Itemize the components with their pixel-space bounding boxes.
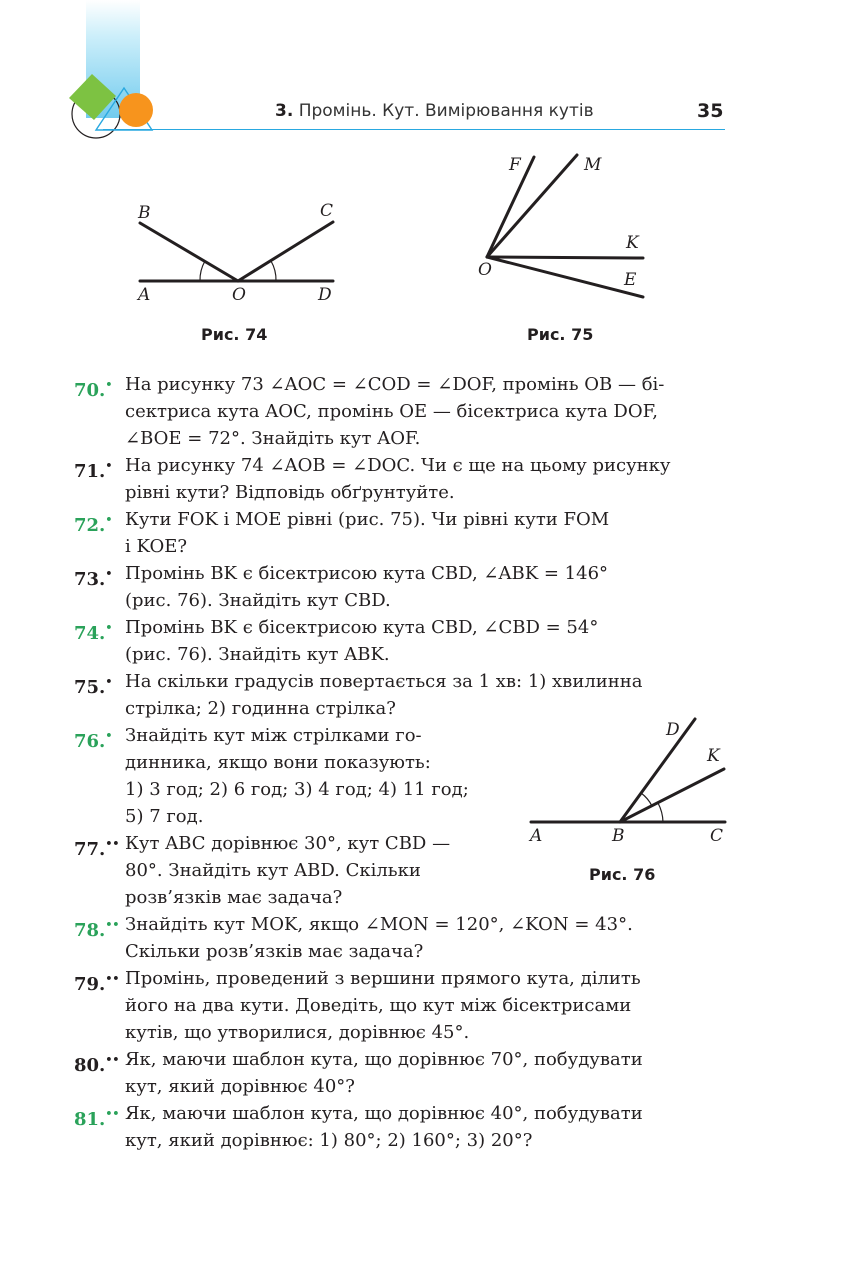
problem-number: 73.• xyxy=(74,567,113,590)
fig76-label-A: A xyxy=(530,826,543,846)
fig75-ray-OK xyxy=(487,257,643,258)
problem-76 xyxy=(74,722,502,830)
problem-number: 76.• xyxy=(74,729,113,752)
fig76-caption: Рис. 76 xyxy=(589,865,656,884)
fig76-label-B: B xyxy=(612,826,625,846)
problem-number: 72.• xyxy=(74,513,113,536)
fig74-label-O: O xyxy=(232,285,246,305)
fig76-label-K: K xyxy=(707,746,720,766)
problem-number: 70.• xyxy=(74,378,113,401)
fig76-label-D: D xyxy=(666,720,680,740)
fig76-angle-arc-KBC xyxy=(658,803,663,822)
problem-number: 81.•• xyxy=(74,1107,120,1130)
fig75-label-O: O xyxy=(478,260,492,280)
problem-number: 79.•• xyxy=(74,972,120,995)
problem-text: Кут ABC дорівнює 30°, кут CBD — 80°. Знайдіть кут ABD. Скільки розв’язків має задача? xyxy=(125,833,451,908)
problem-77 xyxy=(74,830,502,911)
page-number: 35 xyxy=(697,100,724,122)
problem-74 xyxy=(74,614,725,668)
problem-70 xyxy=(74,371,725,452)
problem-78 xyxy=(74,911,725,965)
fig74-angle-arc-DOC xyxy=(271,261,276,281)
fig76-angle-arc-DBK xyxy=(641,793,652,806)
problem-text: На скільки градусів повертається за 1 хв: 1) хвилинна стрілка; 2) годинна стрілка? xyxy=(125,671,643,719)
problem-75 xyxy=(74,668,725,722)
fig74-label-D: D xyxy=(318,285,332,305)
problem-number: 74.• xyxy=(74,621,113,644)
problem-72 xyxy=(74,506,725,560)
problem-number: 75.• xyxy=(74,675,113,698)
problem-number: 77.•• xyxy=(74,837,120,860)
problem-text: На рисунку 74 ∠AOB = ∠DOC. Чи є ще на цьому рисунку рівні кути? Відповідь обґрунтуйте. xyxy=(125,455,671,503)
fig74-caption: Рис. 74 xyxy=(201,325,268,344)
problem-text: Кути FOK і MOE рівні (рис. 75). Чи рівні кути FOM і KOE? xyxy=(125,509,610,557)
fig75-ray-OM xyxy=(487,155,577,257)
problem-text: Промінь BK є бісектрисою кута CBD, ∠CBD = 54° (рис. 76). Знайдіть кут ABK. xyxy=(125,617,599,665)
problem-text: Знайдіть кут між стрілками го- динника, якщо вони показують: 1) 3 год; 2) 6 год; 3) 4 год; 4) 11 год; 5) 7 год. xyxy=(125,725,469,827)
problem-80 xyxy=(74,1046,725,1100)
problem-text: Промінь BK є бісектрисою кута CBD, ∠ABK = 146° (рис. 76). Знайдіть кут CBD. xyxy=(125,563,609,611)
fig76-label-C: C xyxy=(710,826,724,846)
fig74-angle-arc-AOB xyxy=(200,261,205,281)
problem-79 xyxy=(74,965,725,1046)
fig75-label-E: E xyxy=(624,270,637,290)
fig75-label-M: M xyxy=(584,155,602,175)
problem-number: 71.• xyxy=(74,459,113,482)
fig75-label-K: K xyxy=(626,233,639,253)
fig74-label-C: C xyxy=(320,201,334,221)
fig74-label-A: A xyxy=(138,285,151,305)
problem-81 xyxy=(74,1100,725,1154)
fig75-label-F: F xyxy=(509,155,521,175)
fig74-ray-OB xyxy=(140,223,238,281)
problem-71 xyxy=(74,452,725,506)
fig76-ray-BK xyxy=(620,769,724,822)
fig74-ray-OC xyxy=(238,222,333,281)
section-number: 3. xyxy=(275,101,294,121)
fig74-label-B: B xyxy=(138,203,151,223)
problem-73 xyxy=(74,560,725,614)
fig75-caption: Рис. 75 xyxy=(527,325,594,344)
problem-number: 78.•• xyxy=(74,918,120,941)
problem-text: Як, маючи шаблон кута, що дорівнює 40°, побудувати кут, який дорівнює: 1) 80°; 2) 160°; 3) 20°? xyxy=(125,1103,643,1151)
fig76-ray-BD xyxy=(620,719,695,822)
section-title: Промінь. Кут. Вимірювання кутів xyxy=(298,101,594,121)
problem-number: 80.•• xyxy=(74,1053,120,1076)
fig75-ray-OE xyxy=(487,257,643,297)
problem-text: Промінь, проведений з вершини прямого кута, ділить його на два кути. Доведіть, що кут між бісектрисами кутів, що утворилися, дорівнює 45°. xyxy=(125,968,641,1043)
problem-text: Як, маючи шаблон кута, що дорівнює 70°, побудувати кут, який дорівнює 40°? xyxy=(125,1049,643,1097)
problem-text: На рисунку 73 ∠AOC = ∠COD = ∠DOF, промінь OB — бі- сектриса кута AOC, промінь OE — бісектриса кута DOF, ∠BOE = 72°. Знайдіть кут AOF. xyxy=(125,374,665,449)
problem-text: Знайдіть кут MOK, якщо ∠MON = 120°, ∠KON = 43°. Скільки розв’язків має задача? xyxy=(125,914,633,962)
